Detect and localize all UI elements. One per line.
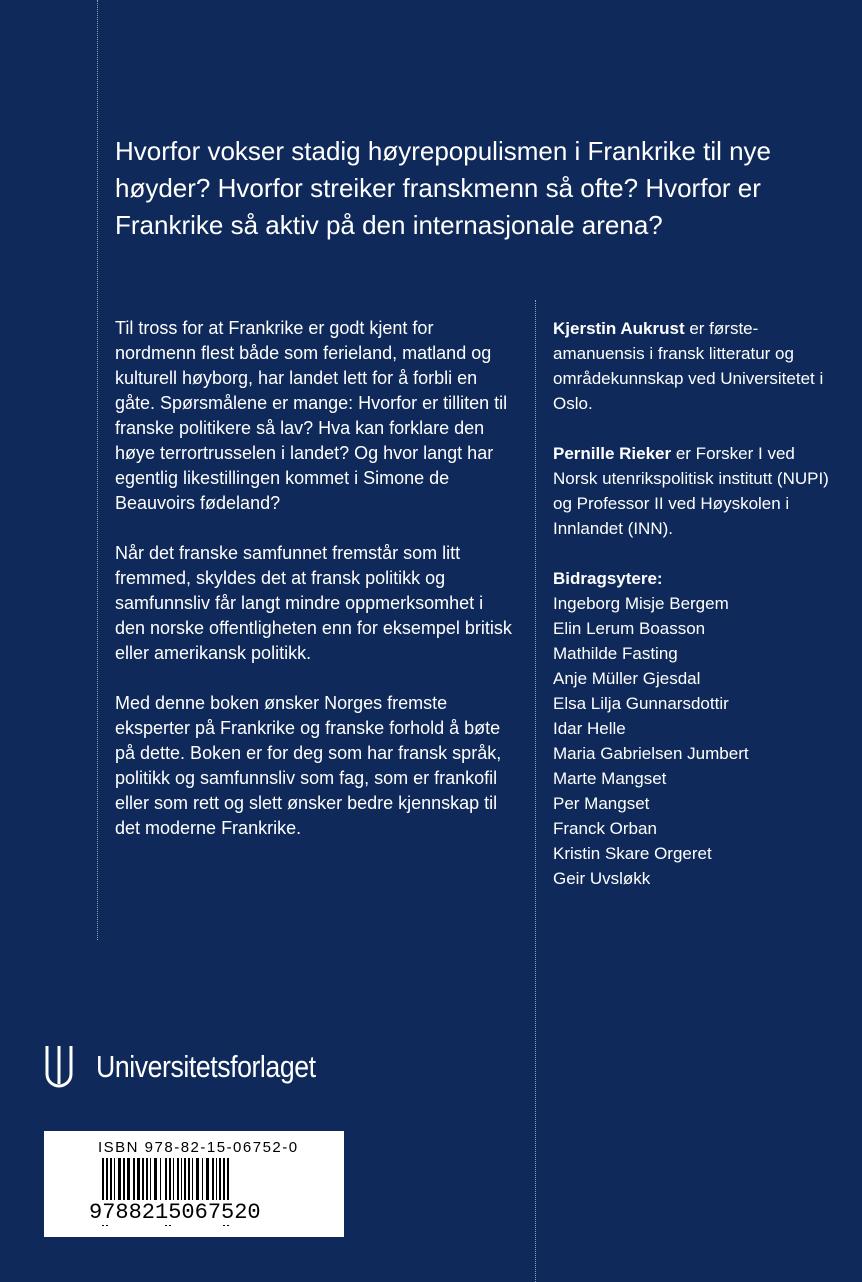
contributor: Anje Müller Gjesdal bbox=[553, 669, 701, 688]
author-description: er Forsker I ved Norsk utenrikspolitisk institutt (NUPI) og Professor II ved Høyskolen i Innlandet (INN). bbox=[553, 444, 829, 538]
dotted-guide-right bbox=[535, 300, 536, 1282]
contributor: Mathilde Fasting bbox=[553, 644, 678, 663]
contributor: Maria Gabrielsen Jumbert bbox=[553, 744, 749, 763]
publisher-name: Universitetsforlaget bbox=[96, 1049, 316, 1084]
contributors-heading: Bidragsytere: bbox=[553, 569, 663, 588]
contributor: Kristin Skare Orgeret bbox=[553, 844, 712, 863]
contributor: Idar Helle bbox=[553, 719, 626, 738]
contributor: Marte Mangset bbox=[553, 769, 667, 788]
barcode bbox=[44, 1131, 344, 1237]
description-column bbox=[115, 316, 515, 866]
contributor: Ingeborg Misje Bergem bbox=[553, 594, 729, 613]
contributor: Geir Uvsløkk bbox=[553, 869, 651, 888]
contributor: Franck Orban bbox=[553, 819, 657, 838]
author-description: er første-amanuensis i fransk litteratur og områdekunnskap ved Universitetet i Oslo. bbox=[553, 319, 824, 413]
u-logo-icon bbox=[44, 1044, 74, 1090]
authors-column bbox=[553, 316, 843, 891]
isbn-label: ISBN 978-82-15-06752-0 bbox=[98, 1139, 299, 1156]
description-paragraph: Med denne boken ønsker Norges fremste eksperter på Frankrike og franske forhold å bøte på dette. Boken er for deg som har fransk språk, politikk og samfunnsliv som fag, som er frankofil eller som rett og slett ønsker bedre kjennskap til det moderne Frankrike. bbox=[115, 693, 502, 838]
contributor: Elin Lerum Boasson bbox=[553, 619, 706, 638]
dotted-guide-left bbox=[97, 0, 98, 940]
barcode-digits bbox=[88, 1200, 262, 1225]
contributor: Per Mangset bbox=[553, 794, 650, 813]
author-name: Pernille Rieker bbox=[553, 444, 672, 463]
description-paragraph: Når det franske samfunnet fremstår som litt fremmed, skyldes det at fransk politikk og samfunnsliv får langt mindre oppmerksomhet i den norske offentligheten enn for eksempel britisk eller amerikansk politikk. bbox=[115, 543, 512, 663]
contributors-list bbox=[553, 591, 843, 891]
contributor: Elsa Lilja Gunnarsdottir bbox=[553, 694, 729, 713]
publisher-block bbox=[44, 1043, 351, 1091]
headline: Hvorfor vokser stadig høyrepopulismen i Frankrike til nye høyder? Hvorfor streiker franskmenn så ofte? Hvorfor er Frankrike så aktiv på den internasjonale arena? bbox=[115, 136, 772, 240]
author-bio bbox=[553, 316, 843, 416]
author-name: Kjerstin Aukrust bbox=[553, 319, 685, 338]
description-paragraph: Til tross for at Frankrike er godt kjent for nordmenn flest både som ferieland, matland og kulturell høyborg, har landet lett for å forbli en gåte. Spørsmålene er mange: Hvorfor er tilliten til franske politikere så lav? Hva kan forklare den høye terrortrusselen i landet? Og hvor langt har egentlig likestillingen kommet i Simone de Beauvoirs fødeland? bbox=[115, 318, 508, 513]
author-bio bbox=[553, 441, 843, 541]
barcode-digits-text: 9788215067520 bbox=[89, 1200, 261, 1225]
